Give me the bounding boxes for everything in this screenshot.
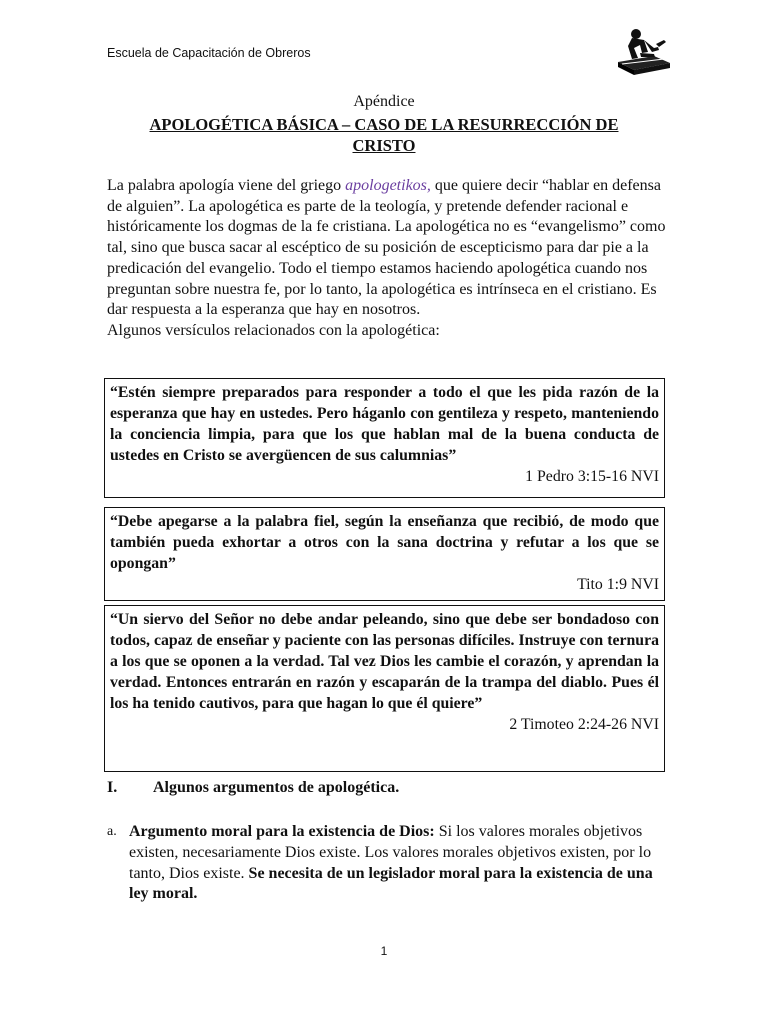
verse-box-3 — [104, 605, 665, 772]
intro-text — [107, 176, 667, 342]
item-bold-lead: Argumento moral para la existencia de Dios: — [129, 823, 435, 840]
item-text: Si los valores morales objetivos existen, necesariamente Dios existe. Los valores morales objetivos existen, por lo tanto, Dios existe. — [129, 823, 652, 882]
greek-term: apologetikos, — [345, 177, 431, 194]
argument-item-a — [107, 822, 667, 905]
page-number: 1 — [380, 944, 388, 958]
verse-text: “Un siervo del Señor no debe andar peleando, sino que debe ser bondadoso con todos, capaz de enseñar y paciente con las personas difíciles. Instruye con ternura a los que se oponen a la verdad. Tal vez Dios les cambie el corazón, y aprendan la verdad. Entonces entrarán en razón y escaparán de la trampa del diablo. Pues él los ha tenido cautivos, para que hagan lo que él quiere” — [110, 611, 659, 712]
verse-box-2 — [104, 507, 665, 601]
verse-reference: Tito 1:9 NVI — [577, 576, 659, 593]
item-letter: a. — [107, 824, 117, 839]
intro-p1-start: La palabra apología viene del griego — [107, 177, 346, 194]
verse-text: “Estén siempre preparados para responder a todo el que les pida razón de la esperanza que hay en ustedes. Pero háganlo con gentileza y respeto, manteniendo la conciencia limpia, para que los que hablan mal de la buena conducta de ustedes en Cristo se avergüencen de sus calumnias” — [110, 384, 659, 464]
intro-verses-lead: Algunos versículos relacionados con la apologética: — [107, 321, 440, 339]
section-number: I. — [107, 779, 118, 796]
verse-text: “Debe apegarse a la palabra fiel, según la enseñanza que recibió, de modo que también pueda exhortar a otros con la sana doctrina y refutar a los que se opongan” — [110, 513, 659, 572]
intro-paragraph — [107, 176, 667, 321]
item-bold-end: Se necesita de un legislador moral para la existencia de una ley moral. — [129, 864, 653, 903]
section-title: Algunos argumentos de apologética. — [153, 779, 400, 796]
section-heading — [107, 779, 399, 797]
intro-p1-rest: que quiere decir “hablar en defensa de alguien”. La apologética es parte de la teología, y pretende defender racional e históricamente los dogmas de la fe cristiana. La apologética no es “evangelismo” como tal, sino que busca sacar al escéptico de su posición de escepticismo para dar pie a la predicación del evangelio. Todo el tiempo estamos haciendo apologética cuando nos preguntan sobre nuestra fe, por lo tanto, la apologética es intrínseca en el cristiano. Es dar respuesta a la esperanza que hay en nosotros. — [107, 177, 666, 319]
verse-reference: 2 Timoteo 2:24-26 NVI — [509, 716, 659, 733]
worker-logo-icon — [614, 26, 672, 76]
verse-box-1 — [104, 378, 665, 498]
item-body — [129, 822, 667, 905]
page-title: APOLOGÉTICA BÁSICA – CASO DE LA RESURRECCIÓN DE CRISTO — [149, 115, 619, 155]
header-school-name: Escuela de Capacitación de Obreros — [107, 46, 311, 60]
appendix-label: Apéndice — [353, 93, 415, 110]
verse-reference: 1 Pedro 3:15-16 NVI — [525, 468, 659, 485]
